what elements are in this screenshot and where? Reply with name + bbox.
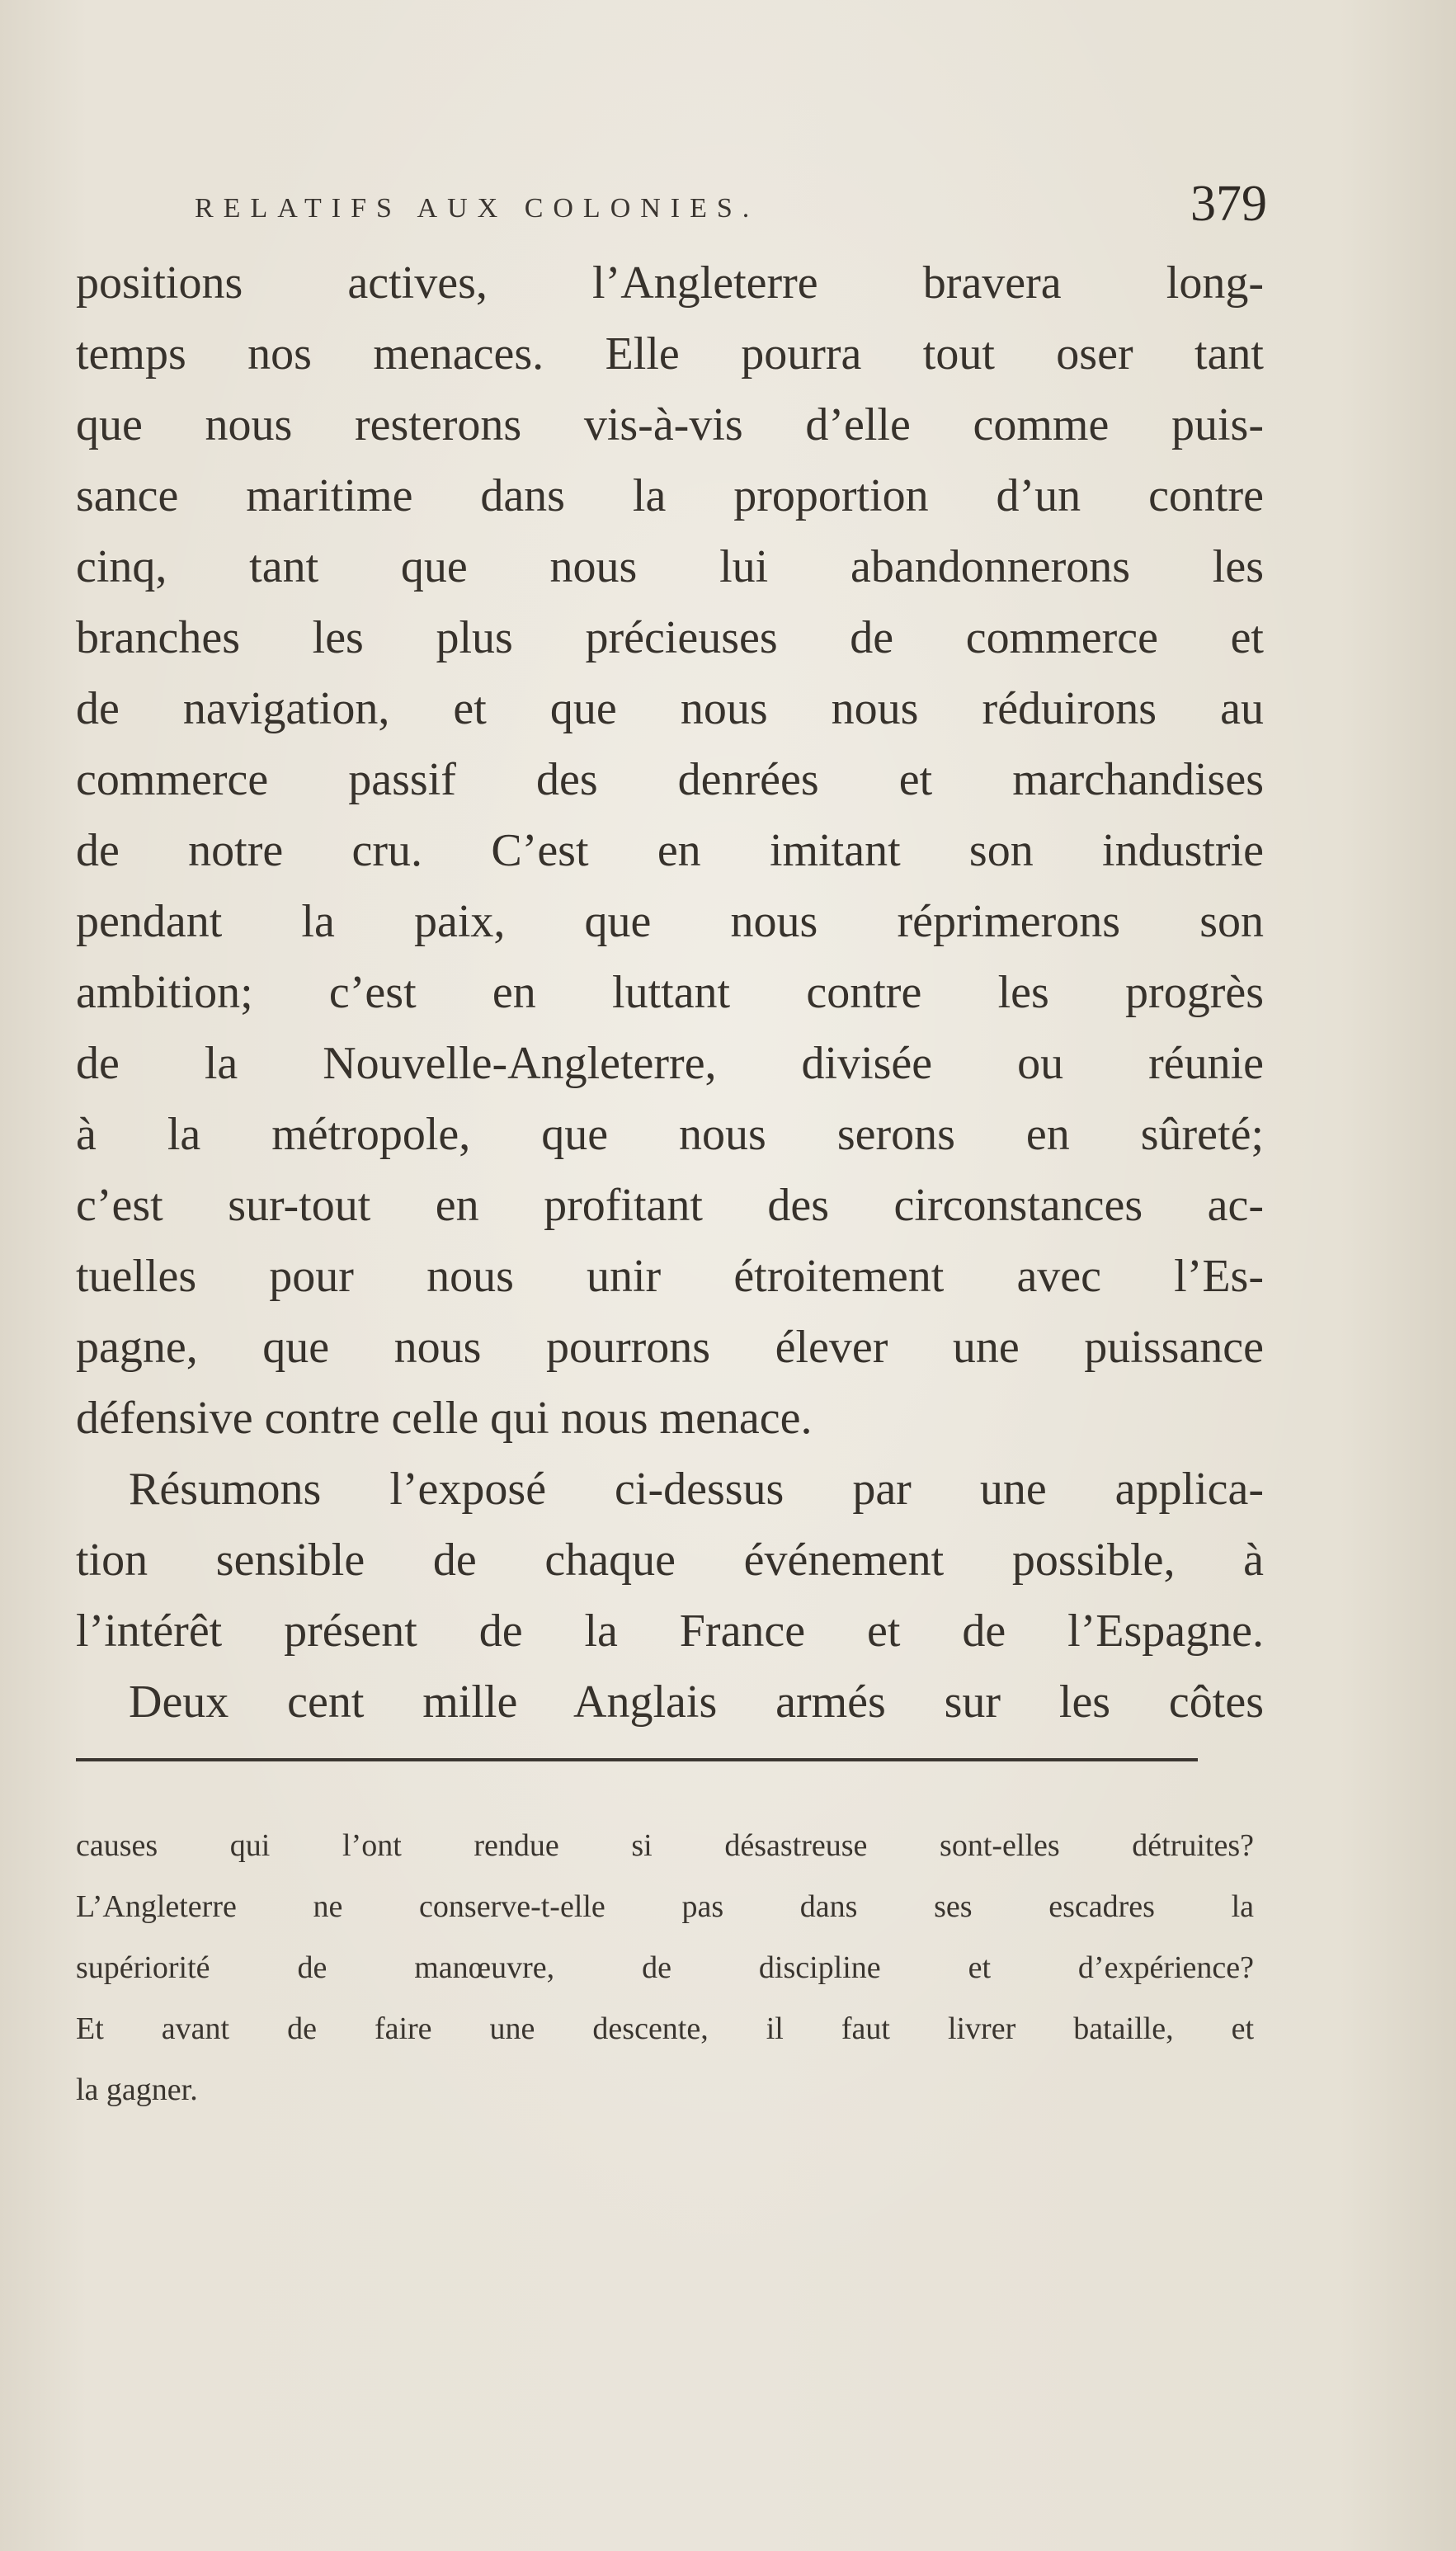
footnote-divider	[76, 1758, 1198, 1761]
text-line: l’intérêt présent de la France et de l’Espagne.	[76, 1606, 1264, 1657]
footnote-line: la gagner.	[76, 2072, 198, 2107]
text-line: à la métropole, que nous serons en sûreté;	[76, 1109, 1264, 1160]
text-line: Résumons l’exposé ci-dessus par une applica-	[129, 1464, 1264, 1515]
text-line: de navigation, et que nous nous réduirons au	[76, 683, 1264, 734]
text-line: commerce passif des denrées et marchandises	[76, 754, 1264, 805]
text-line: tion sensible de chaque événement possible, à	[76, 1535, 1264, 1586]
text-line: temps nos menaces. Elle pourra tout oser tant	[76, 328, 1264, 380]
footnote	[76, 1815, 1254, 2120]
text-line: Deux cent mille Anglais armés sur les côtes	[129, 1676, 1264, 1728]
text-line: ambition; c’est en luttant contre les progrès	[76, 967, 1264, 1018]
text-line: de la Nouvelle-Angleterre, divisée ou réunie	[76, 1038, 1264, 1089]
text-line: positions actives, l’Angleterre bravera long-	[76, 257, 1264, 309]
text-line: de notre cru. C’est en imitant son industrie	[76, 825, 1264, 876]
text-line: défensive contre celle qui nous menace.	[76, 1393, 813, 1444]
footnote-line: causes qui l’ont rendue si désastreuse sont-elles détruites?	[76, 1828, 1254, 1863]
page-number: 379	[1190, 176, 1267, 232]
text-line: c’est sur-tout en profitant des circonstances ac-	[76, 1180, 1264, 1231]
text-line: que nous resterons vis-à-vis d’elle comme puis-	[76, 399, 1264, 450]
text-line: branches les plus précieuses de commerce et	[76, 612, 1264, 663]
text-line: pagne, que nous pourrons élever une puissance	[76, 1322, 1264, 1373]
running-head: RELATIFS AUX COLONIES.	[195, 193, 760, 224]
text-line: pendant la paix, que nous réprimerons son	[76, 896, 1264, 947]
main-text	[76, 248, 1264, 1738]
text-line: cinq, tant que nous lui abandonnerons les	[76, 541, 1264, 592]
page-header	[195, 175, 1267, 241]
footnote-line: supériorité de manœuvre, de discipline et d’expérience?	[76, 1950, 1254, 1985]
footnote-line: L’Angleterre ne conserve-t-elle pas dans ses escadres la	[76, 1889, 1254, 1924]
footnote-line: Et avant de faire une descente, il faut livrer bataille, et	[76, 2011, 1254, 2046]
text-line: sance maritime dans la proportion d’un contre	[76, 470, 1264, 521]
text-line: tuelles pour nous unir étroitement avec l’Es-	[76, 1251, 1264, 1302]
